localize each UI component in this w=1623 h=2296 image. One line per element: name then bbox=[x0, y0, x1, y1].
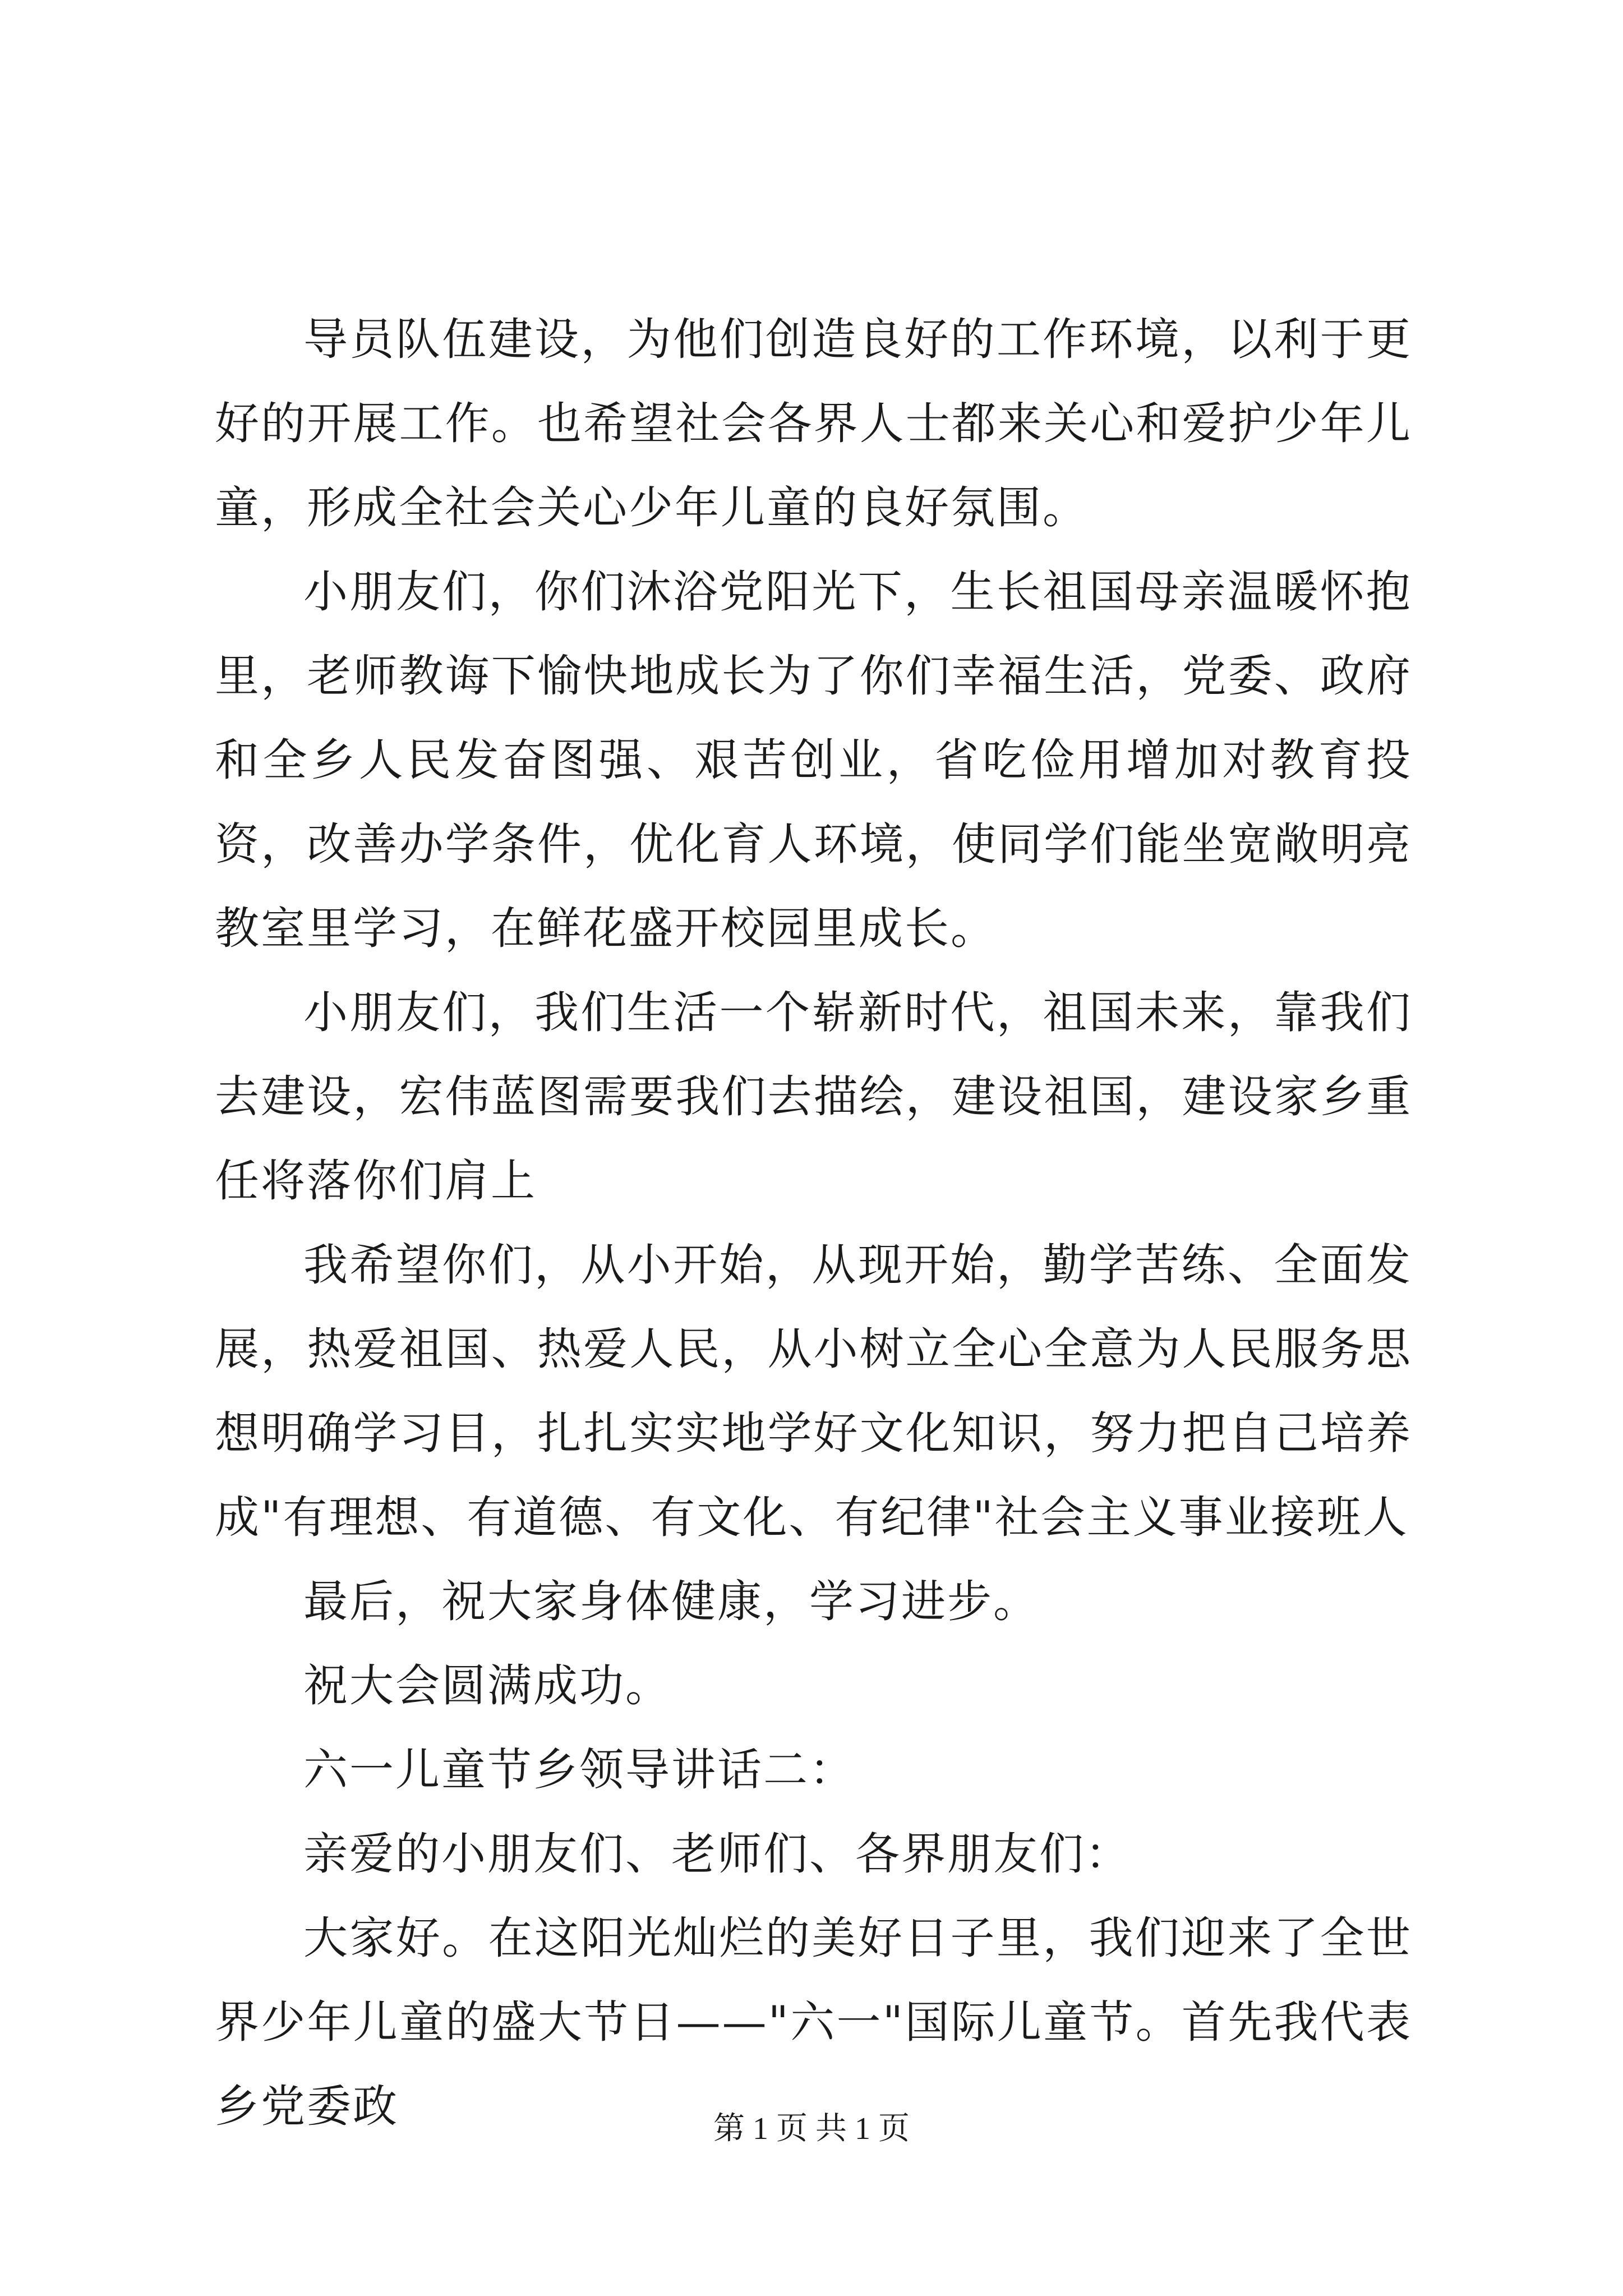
paragraph: 祝大会圆满成功。 bbox=[303, 1660, 671, 1711]
paragraph: 小朋友们，我们生活一个崭新时代，祖国未来，靠我们去建设，宏伟蓝图需要我们去描绘，建设祖国，建设家乡重任将落你们肩上 bbox=[215, 987, 1412, 1207]
paragraph: 小朋友们，你们沐浴党阳光下，生长祖国母亲温暖怀抱里，老师教诲下愉快地成长为了你们幸福生活，党委、政府和全乡人民发奋图强、艰苦创业，省吃俭用增加对教育投资，改善办学条件，优化育人环境，使同学们能坐宽敞明亮教室里学习，在鲜花盛开校园里成长。 bbox=[215, 566, 1412, 954]
document-body bbox=[215, 297, 1412, 2148]
paragraph: 导员队伍建设，为他们创造良好的工作环境，以利于更好的开展工作。也希望社会各界人士都来关心和爱护少年儿童，形成全社会关心少年儿童的良好氛围。 bbox=[215, 314, 1412, 533]
paragraph: 六一儿童节乡领导讲话二： bbox=[303, 1744, 855, 1796]
paragraph: 最后，祝大家身体健康，学习进步。 bbox=[303, 1576, 1039, 1627]
paragraph: 大家好。在这阳光灿烂的美好日子里，我们迎来了全世界少年儿童的盛大节日——"六一"国际儿童节。首先我代表乡党委政 bbox=[215, 1912, 1412, 2132]
paragraph: 我希望你们，从小开始，从现开始，勤学苦练、全面发展，热爱祖国、热爱人民，从小树立全心全意为人民服务思想明确学习目，扎扎实实地学好文化知识，努力把自己培养成"有理想、有道德、有文化、有纪律"社会主义事业接班人 bbox=[215, 1239, 1412, 1543]
page-number-footer: 第 1 页 共 1 页 bbox=[713, 2111, 910, 2146]
paragraph: 亲爱的小朋友们、老师们、各界朋友们： bbox=[303, 1828, 1131, 1880]
